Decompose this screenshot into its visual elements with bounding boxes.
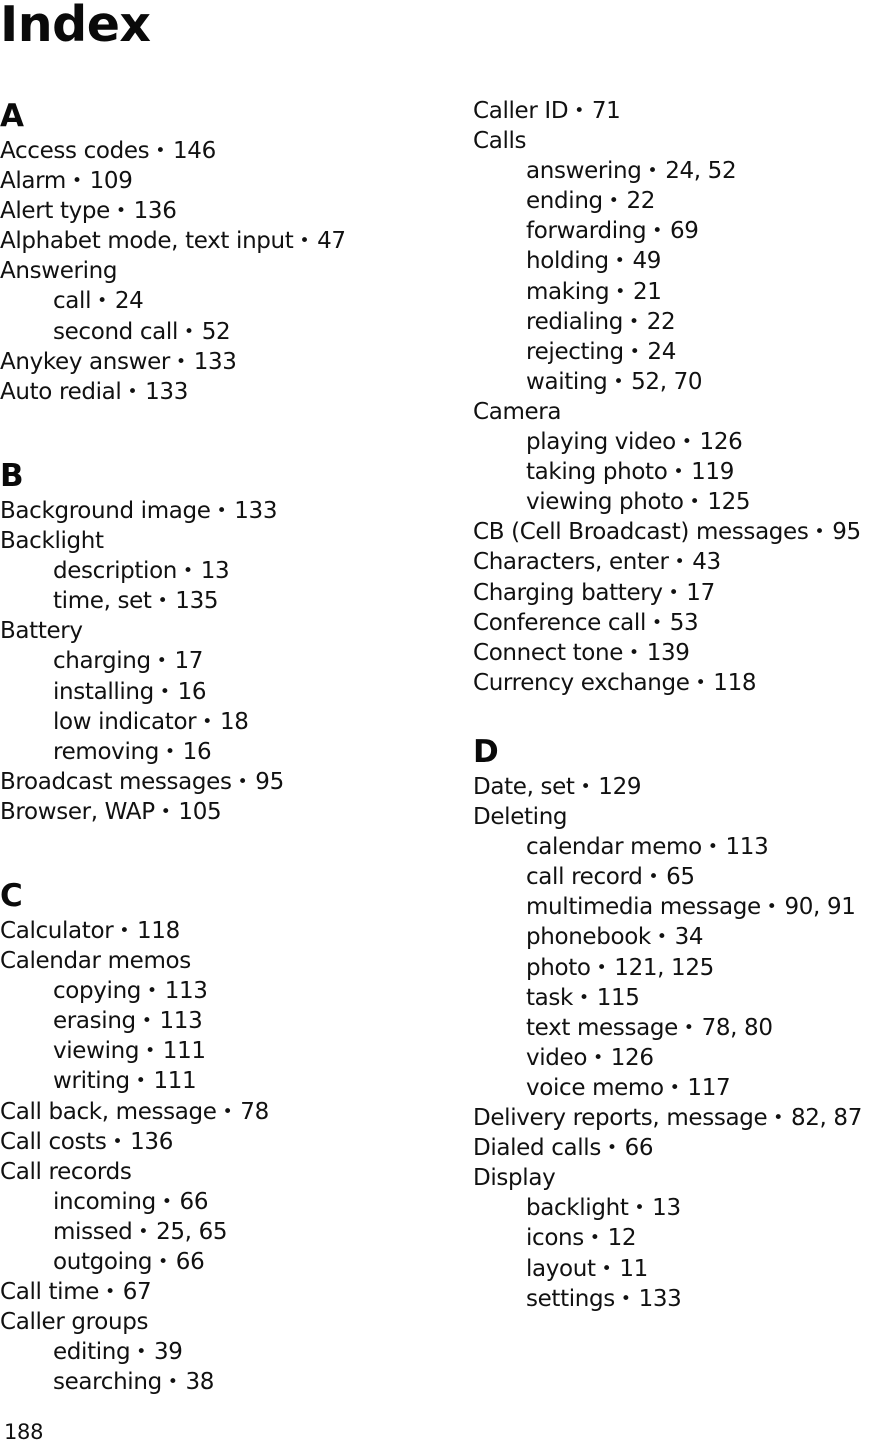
bullet-separator: • [299, 231, 310, 252]
entry-pages: 49 [632, 248, 662, 275]
index-subentry [473, 307, 893, 337]
page-title: Index [0, 0, 151, 53]
entry-pages: 105 [178, 798, 222, 825]
bullet-separator: • [593, 1047, 603, 1068]
bullet-separator: • [574, 101, 584, 121]
entry-term: Caller ID [473, 98, 569, 124]
index-subentry [0, 976, 430, 1006]
section-letter: B [0, 458, 24, 494]
bullet-separator: • [216, 501, 227, 521]
entry-term: Alphabet mode, text input [0, 228, 294, 255]
entry-pages: 135 [175, 588, 219, 615]
bullet-separator: • [115, 201, 126, 222]
entry-term: Call costs [0, 1128, 107, 1155]
index-subentry [473, 892, 893, 922]
entry-term: Access codes [0, 138, 150, 164]
bullet-separator: • [167, 1372, 178, 1393]
entry-pages: 13 [200, 558, 230, 585]
entry-term: holding [526, 248, 609, 275]
bullet-separator: • [606, 1138, 617, 1159]
bullet-separator: • [135, 1071, 146, 1092]
entry-term: taking photo [526, 459, 668, 486]
entry-term: rejecting [526, 338, 624, 365]
index-subentry [0, 737, 430, 767]
entry-pages: 52 [201, 318, 231, 345]
bullet-separator: • [159, 681, 170, 702]
entry-term: Battery [0, 618, 83, 645]
entry-pages: 16 [177, 678, 207, 705]
index-entry [0, 226, 430, 256]
entry-pages: 133 [638, 1285, 682, 1312]
index-subentry [473, 1043, 893, 1073]
bullet-separator: • [601, 1258, 612, 1279]
entry-term: voice memo [526, 1074, 664, 1101]
entry-pages: 34 [674, 924, 704, 951]
entry-term: Anykey answer [0, 348, 171, 375]
entry-pages: 118 [713, 669, 757, 696]
entry-term: removing [53, 738, 159, 765]
entry-pages: 67 [122, 1279, 152, 1306]
index-entry [0, 797, 430, 827]
bullet-separator: • [647, 161, 658, 182]
entry-term: task [526, 984, 574, 1011]
entry-list [473, 772, 893, 1314]
entry-term: backlight [526, 1195, 629, 1222]
entry-term: writing [53, 1068, 130, 1095]
bullet-separator: • [669, 1077, 680, 1098]
entry-term: viewing photo [526, 489, 684, 516]
bullet-separator: • [613, 371, 624, 392]
bullet-separator: • [184, 321, 194, 342]
entry-pages: 25, 65 [156, 1218, 228, 1245]
index-entry [0, 1277, 430, 1307]
entry-pages: 66 [175, 1249, 205, 1276]
entry-pages: 12 [607, 1225, 637, 1252]
index-entry [473, 668, 893, 698]
bullet-separator: • [112, 1131, 123, 1152]
entry-term: copying [53, 978, 142, 1005]
entry-pages: 126 [610, 1044, 654, 1071]
index-entry [473, 397, 893, 427]
entry-pages: 126 [699, 429, 743, 456]
entry-pages: 113 [164, 978, 208, 1005]
entry-pages: 139 [646, 639, 690, 666]
index-entry [473, 608, 893, 638]
entry-term: waiting [526, 368, 608, 395]
entry-pages: 78, 80 [701, 1014, 773, 1041]
entry-pages: 22 [646, 308, 676, 335]
index-section-d [473, 732, 893, 1314]
entry-term: Answering [0, 258, 118, 285]
bullet-separator: • [97, 291, 107, 312]
index-subentry [473, 216, 893, 246]
index-subentry [473, 427, 893, 457]
entry-term: Currency exchange [473, 669, 690, 696]
entry-term: incoming [53, 1188, 156, 1215]
bullet-separator: • [155, 141, 165, 161]
index-subentry [473, 1073, 893, 1103]
entry-term: Backlight [0, 528, 104, 555]
index-subentry [0, 586, 430, 616]
entry-pages: 113 [159, 1008, 203, 1035]
bullet-separator: • [615, 281, 625, 302]
bullet-separator: • [176, 351, 186, 372]
entry-term: Connect tone [473, 639, 624, 666]
entry-pages: 136 [130, 1128, 173, 1155]
entry-term: multimedia message [526, 894, 761, 921]
index-subentry [473, 983, 893, 1013]
entry-term: Alarm [0, 168, 66, 195]
entry-pages: 65 [666, 864, 695, 891]
entry-term: Display [473, 1165, 556, 1192]
entry-term: viewing [53, 1038, 140, 1065]
bullet-separator: • [681, 432, 692, 453]
entry-term: Calls [473, 128, 527, 155]
entry-pages: 13 [652, 1195, 681, 1222]
entry-term: Calculator [0, 918, 114, 944]
entry-term: charging [53, 648, 151, 675]
entry-term: call [53, 288, 92, 315]
entry-pages: 113 [725, 834, 769, 861]
bullet-separator: • [668, 582, 679, 603]
index-subentry [473, 487, 893, 517]
entry-term: Camera [473, 398, 562, 425]
bullet-separator: • [620, 1288, 631, 1309]
section-letter: C [0, 878, 23, 914]
bullet-separator: • [673, 462, 684, 483]
bullet-separator: • [156, 651, 167, 672]
entry-pages: 125 [707, 489, 751, 516]
entry-term: playing video [526, 429, 676, 456]
entry-term: searching [53, 1369, 162, 1396]
entry-pages: 95 [832, 519, 861, 546]
entry-term: Broadcast messages [0, 768, 232, 795]
entry-term: erasing [53, 1008, 136, 1035]
entry-pages: 133 [193, 348, 237, 375]
entry-pages: 111 [162, 1038, 206, 1065]
index-subentry [0, 1187, 430, 1217]
index-subentry [473, 1284, 893, 1314]
index-entry [473, 772, 893, 802]
entry-pages: 90, 91 [784, 894, 856, 921]
bullet-separator: • [136, 1342, 146, 1363]
index-subentry [0, 1006, 430, 1036]
entry-pages: 47 [317, 228, 346, 255]
entry-pages: 121, 125 [614, 954, 714, 981]
entry-term: Calendar memos [0, 948, 191, 975]
index-entry [0, 1307, 430, 1337]
entry-term: layout [526, 1255, 596, 1282]
index-section-c-continued [473, 96, 893, 698]
entry-pages: 69 [669, 218, 699, 245]
entry-term: Alert type [0, 198, 110, 225]
entry-term: Caller groups [0, 1309, 149, 1336]
bullet-separator: • [147, 981, 157, 1002]
bullet-separator: • [160, 801, 171, 822]
index-entry [0, 946, 430, 976]
entry-pages: 136 [133, 198, 177, 225]
entry-term: editing [53, 1339, 131, 1366]
bullet-separator: • [157, 591, 168, 612]
entry-pages: 66 [624, 1135, 654, 1162]
bullet-separator: • [161, 1191, 172, 1212]
index-subentry [473, 246, 893, 276]
section-letter: D [473, 734, 499, 770]
bullet-separator: • [141, 1011, 152, 1032]
entry-term: redialing [526, 308, 623, 335]
entry-term: low indicator [53, 708, 197, 735]
index-subentry [473, 156, 893, 186]
index-entry [0, 526, 430, 556]
bullet-separator: • [629, 341, 640, 362]
bullet-separator: • [634, 1198, 645, 1219]
bullet-separator: • [596, 957, 607, 978]
bullet-separator: • [222, 1101, 233, 1122]
bullet-separator: • [579, 987, 589, 1008]
index-entry [0, 196, 430, 226]
entry-pages: 17 [686, 579, 715, 606]
entry-term: Background image [0, 498, 211, 524]
index-entry [0, 616, 430, 646]
entry-term: calendar memo [526, 834, 702, 861]
index-entry [0, 166, 430, 196]
bullet-separator: • [164, 741, 175, 762]
bullet-separator: • [71, 171, 82, 192]
entry-pages: 117 [687, 1074, 731, 1101]
index-subentry [0, 677, 430, 707]
bullet-separator: • [127, 381, 138, 402]
entry-pages: 111 [153, 1068, 197, 1095]
index-subentry [0, 1367, 430, 1397]
entry-pages: 109 [89, 168, 133, 195]
index-subentry [473, 337, 893, 367]
index-entry [0, 136, 430, 166]
index-subentry [0, 646, 430, 676]
entry-term: icons [526, 1225, 584, 1252]
entry-pages: 115 [596, 984, 640, 1011]
entry-term: Call back, message [0, 1098, 217, 1125]
entry-term: call record [526, 864, 643, 891]
bullet-separator: • [707, 837, 718, 858]
bullet-separator: • [138, 1221, 149, 1242]
bullet-separator: • [766, 897, 777, 918]
entry-term: making [526, 278, 610, 305]
index-subentry [0, 1066, 430, 1096]
section-letter: A [0, 98, 24, 134]
bullet-separator: • [629, 642, 639, 663]
entry-pages: 21 [632, 278, 662, 305]
entry-term: Call records [0, 1158, 132, 1185]
entry-pages: 133 [145, 378, 188, 405]
entry-pages: 38 [185, 1369, 215, 1396]
bullet-separator: • [689, 492, 700, 513]
entry-pages: 24 [647, 338, 676, 365]
index-subentry [473, 922, 893, 952]
entry-pages: 53 [669, 609, 699, 636]
bullet-separator: • [580, 777, 591, 797]
bullet-separator: • [119, 921, 129, 941]
index-subentry [473, 953, 893, 983]
index-subentry [473, 1223, 893, 1253]
entry-term: Characters, enter [473, 549, 669, 576]
index-entry [0, 256, 430, 286]
index-subentry [0, 317, 430, 347]
index-subentry [0, 1036, 430, 1066]
bullet-separator: • [674, 552, 685, 573]
entry-pages: 24, 52 [665, 158, 737, 185]
entry-term: settings [526, 1285, 615, 1312]
entry-pages: 78 [240, 1098, 269, 1125]
entry-pages: 146 [173, 138, 216, 164]
entry-pages: 22 [626, 188, 656, 215]
entry-pages: 66 [179, 1188, 209, 1215]
entry-term: Deleting [473, 804, 568, 831]
entry-pages: 39 [153, 1339, 183, 1366]
bullet-separator: • [629, 311, 639, 332]
entry-term: Delivery reports, message [473, 1105, 768, 1132]
entry-pages: 133 [234, 498, 278, 524]
page-number: 188 [4, 1420, 44, 1444]
entry-term: text message [526, 1014, 678, 1041]
index-section-c [0, 876, 430, 1398]
entry-term: phonebook [526, 924, 651, 951]
entry-term: missed [53, 1218, 133, 1245]
entry-pages: 95 [255, 768, 284, 795]
bullet-separator: • [773, 1108, 783, 1129]
entry-term: forwarding [526, 218, 647, 245]
entry-term: Auto redial [0, 378, 122, 405]
index-entry [473, 1133, 893, 1163]
entry-term: installing [53, 678, 154, 705]
entry-term: outgoing [53, 1249, 153, 1276]
index-subentry [0, 1217, 430, 1247]
entry-pages: 52, 70 [631, 368, 703, 395]
index-subentry [473, 1254, 893, 1284]
entry-list [473, 96, 893, 698]
entry-term: Charging battery [473, 579, 663, 606]
bullet-separator: • [608, 191, 619, 212]
entry-term: description [53, 558, 178, 585]
index-section-a [0, 96, 430, 407]
bullet-separator: • [105, 1282, 115, 1303]
entry-list [0, 496, 430, 827]
index-subentry [473, 367, 893, 397]
bullet-separator: • [656, 927, 667, 948]
entry-term: Browser, WAP [0, 798, 155, 825]
entry-term: ending [526, 188, 603, 215]
index-entry [0, 1127, 430, 1157]
index-subentry [473, 832, 893, 862]
index-entry [0, 347, 430, 377]
index-entry [473, 517, 893, 547]
index-entry [473, 578, 893, 608]
bullet-separator: • [695, 672, 706, 693]
index-subentry [473, 186, 893, 216]
bullet-separator: • [814, 522, 825, 543]
index-entry [473, 547, 893, 577]
index-entry [0, 1097, 430, 1127]
entry-pages: 16 [182, 738, 212, 765]
index-entry [0, 767, 430, 797]
index-subentry [0, 1247, 430, 1277]
index-entry [0, 1157, 430, 1187]
bullet-separator: • [183, 561, 193, 582]
entry-pages: 43 [692, 549, 721, 576]
index-subentry [473, 862, 893, 892]
index-subentry [473, 457, 893, 487]
entry-pages: 82, 87 [790, 1105, 862, 1132]
index-subentry [473, 1193, 893, 1223]
entry-term: photo [526, 954, 591, 981]
index-subentry [0, 707, 430, 737]
entry-term: time, set [53, 588, 152, 615]
index-section-b [0, 456, 430, 827]
entry-term: second call [53, 318, 179, 345]
index-subentry [0, 286, 430, 316]
entry-pages: 11 [619, 1255, 648, 1282]
index-subentry [473, 277, 893, 307]
entry-term: Dialed calls [473, 1135, 601, 1162]
bullet-separator: • [202, 711, 212, 732]
bullet-separator: • [614, 251, 625, 272]
index-entry [473, 1163, 893, 1193]
bullet-separator: • [652, 221, 662, 242]
bullet-separator: • [237, 771, 248, 792]
entry-term: Call time [0, 1279, 100, 1306]
index-entry [473, 638, 893, 668]
index-entry [0, 496, 430, 526]
entry-term: Date, set [473, 774, 575, 800]
index-entry [473, 126, 893, 156]
entry-list [0, 916, 430, 1398]
index-entry [0, 916, 430, 946]
entry-term: CB (Cell Broadcast) messages [473, 519, 809, 546]
entry-pages: 118 [137, 918, 180, 944]
bullet-separator: • [589, 1228, 600, 1249]
index-entry [473, 96, 893, 126]
bullet-separator: • [683, 1017, 694, 1038]
entry-pages: 17 [174, 648, 204, 675]
entry-list [0, 136, 430, 407]
entry-pages: 24 [114, 288, 144, 315]
entry-pages: 71 [591, 98, 621, 124]
index-subentry [473, 1013, 893, 1043]
entry-pages: 18 [219, 708, 249, 735]
index-entry [473, 802, 893, 832]
bullet-separator: • [145, 1041, 155, 1062]
bullet-separator: • [648, 867, 659, 888]
bullet-separator: • [158, 1252, 168, 1273]
entry-pages: 129 [598, 774, 642, 800]
bullet-separator: • [652, 612, 662, 633]
entry-pages: 119 [691, 459, 734, 486]
entry-term: Conference call [473, 609, 647, 636]
entry-term: video [526, 1044, 588, 1071]
index-subentry [0, 1337, 430, 1367]
index-entry [473, 1103, 893, 1133]
index-entry [0, 377, 430, 407]
index-subentry [0, 556, 430, 586]
entry-term: answering [526, 158, 642, 185]
